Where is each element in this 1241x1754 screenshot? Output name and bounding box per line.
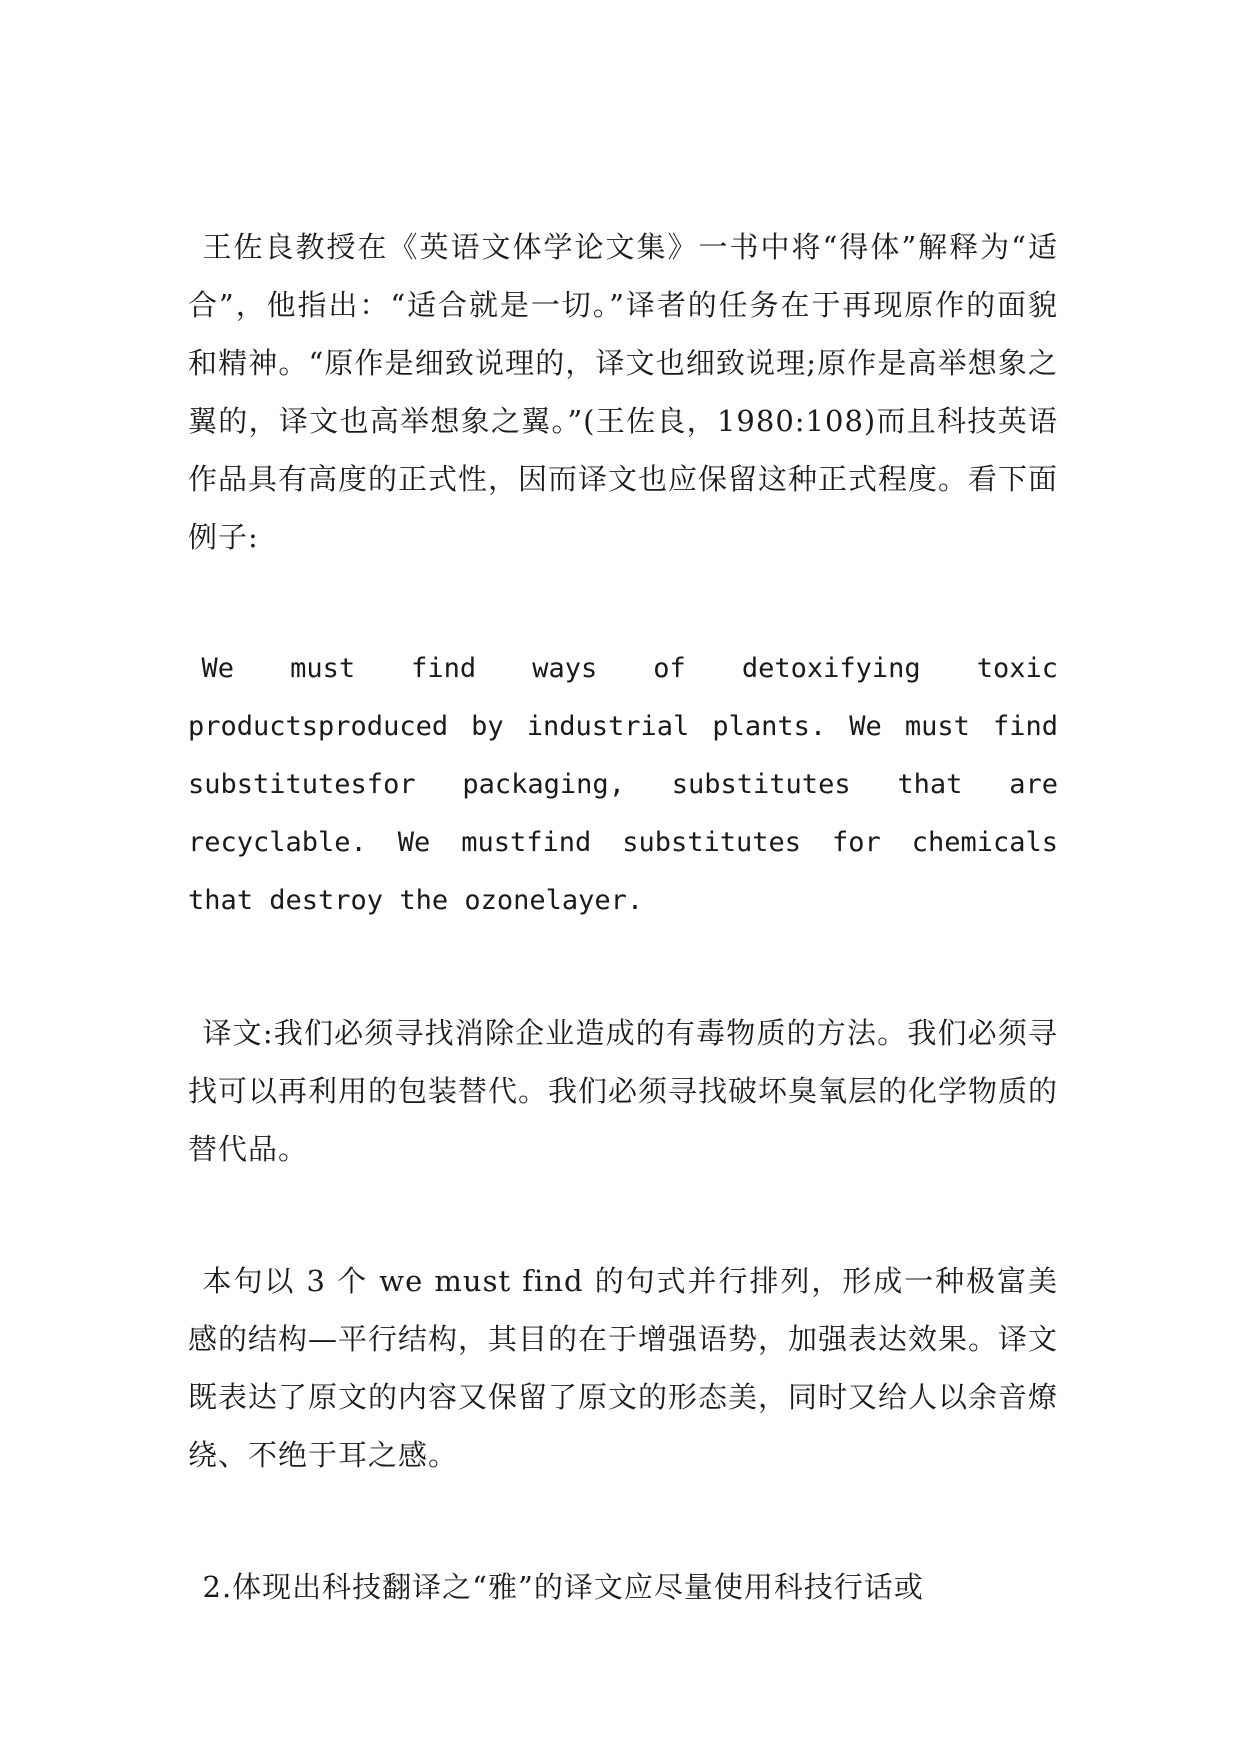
paragraph-section-2: 2.体现出科技翻译之“雅”的译文应尽量使用科技行话或 (202, 1570, 924, 1604)
paragraph-english-example: We must find ways of detoxifying toxic productsproduced by industrial plants. We must find substitutesfor packaging, substitutes that are recyclable. We mustfind substitutes for chemicals that destroy the ozonelayer. (188, 653, 1058, 916)
paragraph-wang-zuoliang: 王佐良教授在《英语文体学论文集》一书中将“得体”解释为“适合”，他指出：“适合就是一切。”译者的任务在于再现原作的面貌和精神。“原作是细致说理的，译文也细致说理;原作是高举想象之翼的，译文也高举想象之翼。”(王佐良，1980:108)而且科技英语作品具有高度的正式性，因而译文也应保留这种正式程度。看下面例子: (188, 230, 1059, 554)
paragraph-translation: 译文:我们必须寻找消除企业造成的有毒物质的方法。我们必须寻找可以再利用的包装替代。我们必须寻找破坏臭氧层的化学物质的替代品。 (188, 1016, 1059, 1166)
paragraph-analysis: 本句以 3 个 we must find 的句式并行排列，形成一种极富美感的结构—平行结构，其目的在于增强语势，加强表达效果。译文既表达了原文的内容又保留了原文的形态美，同时又给人以余音燎绕、不绝于耳之感。 (188, 1264, 1059, 1472)
document-body (188, 218, 1058, 1616)
